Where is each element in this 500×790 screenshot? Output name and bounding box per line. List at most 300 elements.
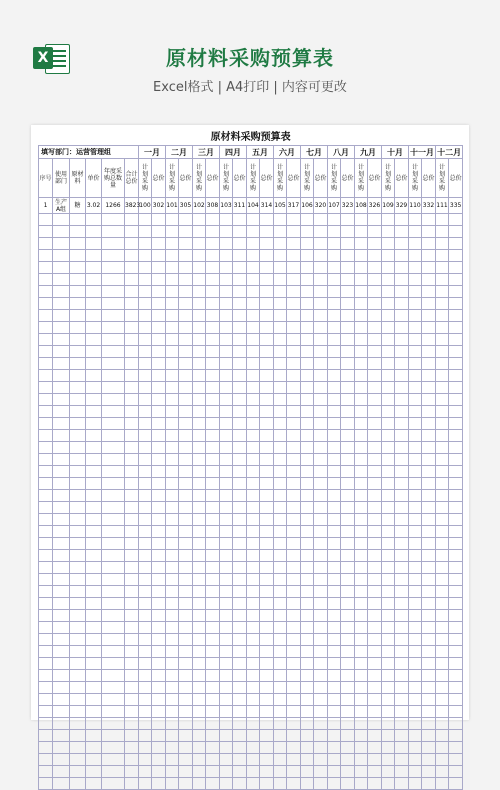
empty-cell[interactable]: [436, 358, 449, 370]
empty-cell[interactable]: [328, 538, 341, 550]
empty-cell[interactable]: [220, 322, 233, 334]
empty-cell[interactable]: [53, 658, 70, 670]
empty-cell[interactable]: [193, 490, 206, 502]
empty-cell[interactable]: [355, 406, 368, 418]
empty-cell[interactable]: [395, 706, 409, 718]
empty-cell[interactable]: [287, 286, 301, 298]
empty-cell[interactable]: [395, 502, 409, 514]
empty-cell[interactable]: [139, 730, 152, 742]
empty-cell[interactable]: [314, 334, 328, 346]
empty-cell[interactable]: [449, 478, 463, 490]
table-cell[interactable]: 108: [355, 198, 368, 214]
empty-cell[interactable]: [395, 634, 409, 646]
empty-cell[interactable]: [166, 598, 179, 610]
empty-cell[interactable]: [247, 730, 260, 742]
empty-cell[interactable]: [220, 550, 233, 562]
empty-cell[interactable]: [233, 550, 247, 562]
empty-cell[interactable]: [274, 538, 287, 550]
empty-cell[interactable]: [206, 238, 220, 250]
empty-cell[interactable]: [220, 250, 233, 262]
empty-cell[interactable]: [449, 322, 463, 334]
empty-cell[interactable]: [409, 694, 422, 706]
empty-cell[interactable]: [247, 514, 260, 526]
empty-cell[interactable]: [247, 658, 260, 670]
empty-cell[interactable]: [179, 430, 193, 442]
empty-cell[interactable]: [220, 646, 233, 658]
empty-cell[interactable]: [166, 214, 179, 226]
empty-cell[interactable]: [39, 226, 53, 238]
empty-cell[interactable]: [341, 718, 355, 730]
empty-cell[interactable]: [139, 214, 152, 226]
empty-cell[interactable]: [193, 610, 206, 622]
table-cell[interactable]: 生产A组: [53, 198, 70, 214]
empty-cell[interactable]: [152, 298, 166, 310]
empty-cell[interactable]: [395, 262, 409, 274]
empty-cell[interactable]: [260, 706, 274, 718]
empty-cell[interactable]: [206, 778, 220, 790]
empty-cell[interactable]: [287, 682, 301, 694]
empty-cell[interactable]: [39, 730, 53, 742]
empty-cell[interactable]: [409, 502, 422, 514]
empty-cell[interactable]: [193, 778, 206, 790]
empty-cell[interactable]: [139, 310, 152, 322]
empty-cell[interactable]: [179, 754, 193, 766]
empty-cell[interactable]: [166, 346, 179, 358]
empty-cell[interactable]: [355, 742, 368, 754]
empty-cell[interactable]: [179, 346, 193, 358]
empty-cell[interactable]: [341, 550, 355, 562]
empty-cell[interactable]: [139, 658, 152, 670]
empty-cell[interactable]: [260, 502, 274, 514]
empty-cell[interactable]: [287, 694, 301, 706]
empty-cell[interactable]: [287, 646, 301, 658]
empty-cell[interactable]: [260, 346, 274, 358]
empty-cell[interactable]: [368, 286, 382, 298]
empty-cell[interactable]: [382, 502, 395, 514]
empty-cell[interactable]: [86, 214, 102, 226]
empty-cell[interactable]: [247, 418, 260, 430]
empty-cell[interactable]: [301, 334, 314, 346]
empty-cell[interactable]: [53, 682, 70, 694]
empty-cell[interactable]: [247, 634, 260, 646]
empty-cell[interactable]: [287, 418, 301, 430]
empty-cell[interactable]: [179, 418, 193, 430]
empty-cell[interactable]: [436, 394, 449, 406]
empty-cell[interactable]: [355, 754, 368, 766]
empty-cell[interactable]: [53, 670, 70, 682]
empty-cell[interactable]: [125, 298, 139, 310]
table-cell[interactable]: 1266: [102, 198, 125, 214]
empty-cell[interactable]: [395, 310, 409, 322]
empty-cell[interactable]: [179, 610, 193, 622]
empty-cell[interactable]: [152, 562, 166, 574]
empty-cell[interactable]: [449, 706, 463, 718]
empty-cell[interactable]: [355, 586, 368, 598]
empty-cell[interactable]: [409, 274, 422, 286]
empty-cell[interactable]: [247, 250, 260, 262]
empty-cell[interactable]: [368, 262, 382, 274]
empty-cell[interactable]: [355, 442, 368, 454]
empty-cell[interactable]: [179, 454, 193, 466]
empty-cell[interactable]: [102, 394, 125, 406]
empty-cell[interactable]: [166, 670, 179, 682]
empty-cell[interactable]: [382, 286, 395, 298]
empty-cell[interactable]: [409, 250, 422, 262]
empty-cell[interactable]: [314, 682, 328, 694]
empty-cell[interactable]: [395, 322, 409, 334]
empty-cell[interactable]: [206, 658, 220, 670]
empty-cell[interactable]: [139, 358, 152, 370]
empty-cell[interactable]: [166, 466, 179, 478]
empty-cell[interactable]: [247, 778, 260, 790]
empty-cell[interactable]: [409, 778, 422, 790]
empty-cell[interactable]: [220, 478, 233, 490]
empty-cell[interactable]: [395, 670, 409, 682]
empty-cell[interactable]: [86, 502, 102, 514]
empty-cell[interactable]: [152, 406, 166, 418]
empty-cell[interactable]: [102, 214, 125, 226]
empty-cell[interactable]: [422, 286, 436, 298]
empty-cell[interactable]: [436, 370, 449, 382]
empty-cell[interactable]: [220, 382, 233, 394]
empty-cell[interactable]: [382, 586, 395, 598]
empty-cell[interactable]: [436, 262, 449, 274]
empty-cell[interactable]: [193, 274, 206, 286]
empty-cell[interactable]: [166, 250, 179, 262]
empty-cell[interactable]: [382, 322, 395, 334]
empty-cell[interactable]: [449, 250, 463, 262]
empty-cell[interactable]: [233, 490, 247, 502]
empty-cell[interactable]: [139, 610, 152, 622]
empty-cell[interactable]: [39, 550, 53, 562]
empty-cell[interactable]: [247, 502, 260, 514]
empty-cell[interactable]: [102, 442, 125, 454]
empty-cell[interactable]: [341, 586, 355, 598]
empty-cell[interactable]: [341, 274, 355, 286]
empty-cell[interactable]: [449, 526, 463, 538]
empty-cell[interactable]: [328, 730, 341, 742]
empty-cell[interactable]: [274, 394, 287, 406]
empty-cell[interactable]: [314, 406, 328, 418]
empty-cell[interactable]: [355, 286, 368, 298]
empty-cell[interactable]: [125, 238, 139, 250]
empty-cell[interactable]: [287, 550, 301, 562]
empty-cell[interactable]: [328, 706, 341, 718]
empty-cell[interactable]: [125, 670, 139, 682]
empty-cell[interactable]: [436, 334, 449, 346]
empty-cell[interactable]: [274, 514, 287, 526]
empty-cell[interactable]: [39, 418, 53, 430]
empty-cell[interactable]: [86, 478, 102, 490]
empty-cell[interactable]: [102, 574, 125, 586]
table-cell[interactable]: 100: [139, 198, 152, 214]
empty-cell[interactable]: [260, 634, 274, 646]
empty-cell[interactable]: [368, 430, 382, 442]
empty-cell[interactable]: [341, 778, 355, 790]
empty-cell[interactable]: [274, 550, 287, 562]
empty-cell[interactable]: [39, 442, 53, 454]
empty-cell[interactable]: [166, 730, 179, 742]
empty-cell[interactable]: [53, 634, 70, 646]
empty-cell[interactable]: [328, 418, 341, 430]
empty-cell[interactable]: [206, 502, 220, 514]
empty-cell[interactable]: [193, 670, 206, 682]
empty-cell[interactable]: [341, 346, 355, 358]
empty-cell[interactable]: [166, 622, 179, 634]
empty-cell[interactable]: [422, 550, 436, 562]
empty-cell[interactable]: [39, 322, 53, 334]
empty-cell[interactable]: [166, 430, 179, 442]
empty-cell[interactable]: [382, 370, 395, 382]
empty-cell[interactable]: [86, 766, 102, 778]
empty-cell[interactable]: [274, 658, 287, 670]
empty-cell[interactable]: [53, 718, 70, 730]
table-cell[interactable]: 308: [206, 198, 220, 214]
empty-cell[interactable]: [368, 706, 382, 718]
empty-cell[interactable]: [449, 610, 463, 622]
empty-cell[interactable]: [70, 274, 86, 286]
empty-cell[interactable]: [39, 334, 53, 346]
empty-cell[interactable]: [449, 574, 463, 586]
empty-cell[interactable]: [314, 514, 328, 526]
empty-cell[interactable]: [409, 742, 422, 754]
empty-cell[interactable]: [355, 298, 368, 310]
empty-cell[interactable]: [382, 622, 395, 634]
empty-cell[interactable]: [314, 562, 328, 574]
empty-cell[interactable]: [368, 538, 382, 550]
empty-cell[interactable]: [166, 634, 179, 646]
empty-cell[interactable]: [301, 226, 314, 238]
empty-cell[interactable]: [220, 286, 233, 298]
empty-cell[interactable]: [328, 346, 341, 358]
empty-cell[interactable]: [139, 634, 152, 646]
empty-cell[interactable]: [341, 538, 355, 550]
empty-cell[interactable]: [220, 586, 233, 598]
empty-cell[interactable]: [301, 514, 314, 526]
empty-cell[interactable]: [301, 574, 314, 586]
empty-cell[interactable]: [193, 250, 206, 262]
empty-cell[interactable]: [220, 418, 233, 430]
empty-cell[interactable]: [382, 538, 395, 550]
empty-cell[interactable]: [86, 658, 102, 670]
empty-cell[interactable]: [206, 754, 220, 766]
empty-cell[interactable]: [395, 754, 409, 766]
empty-cell[interactable]: [125, 418, 139, 430]
empty-cell[interactable]: [125, 622, 139, 634]
empty-cell[interactable]: [39, 694, 53, 706]
empty-cell[interactable]: [436, 730, 449, 742]
empty-cell[interactable]: [193, 394, 206, 406]
table-cell[interactable]: 105: [274, 198, 287, 214]
empty-cell[interactable]: [287, 394, 301, 406]
empty-cell[interactable]: [70, 730, 86, 742]
empty-cell[interactable]: [220, 718, 233, 730]
empty-cell[interactable]: [341, 454, 355, 466]
empty-cell[interactable]: [125, 610, 139, 622]
empty-cell[interactable]: [355, 670, 368, 682]
empty-cell[interactable]: [70, 394, 86, 406]
empty-cell[interactable]: [220, 262, 233, 274]
empty-cell[interactable]: [368, 718, 382, 730]
empty-cell[interactable]: [86, 394, 102, 406]
empty-cell[interactable]: [39, 406, 53, 418]
empty-cell[interactable]: [166, 310, 179, 322]
empty-cell[interactable]: [395, 742, 409, 754]
empty-cell[interactable]: [166, 454, 179, 466]
empty-cell[interactable]: [382, 778, 395, 790]
empty-cell[interactable]: [86, 250, 102, 262]
empty-cell[interactable]: [328, 550, 341, 562]
empty-cell[interactable]: [53, 478, 70, 490]
empty-cell[interactable]: [355, 250, 368, 262]
empty-cell[interactable]: [382, 658, 395, 670]
empty-cell[interactable]: [247, 370, 260, 382]
empty-cell[interactable]: [355, 514, 368, 526]
empty-cell[interactable]: [125, 466, 139, 478]
empty-cell[interactable]: [53, 334, 70, 346]
empty-cell[interactable]: [449, 718, 463, 730]
empty-cell[interactable]: [70, 754, 86, 766]
empty-cell[interactable]: [220, 538, 233, 550]
empty-cell[interactable]: [86, 694, 102, 706]
empty-cell[interactable]: [86, 538, 102, 550]
empty-cell[interactable]: [409, 598, 422, 610]
empty-cell[interactable]: [409, 226, 422, 238]
empty-cell[interactable]: [220, 394, 233, 406]
empty-cell[interactable]: [287, 262, 301, 274]
empty-cell[interactable]: [125, 226, 139, 238]
empty-cell[interactable]: [53, 322, 70, 334]
empty-cell[interactable]: [247, 238, 260, 250]
empty-cell[interactable]: [247, 610, 260, 622]
empty-cell[interactable]: [193, 346, 206, 358]
empty-cell[interactable]: [70, 766, 86, 778]
empty-cell[interactable]: [206, 262, 220, 274]
empty-cell[interactable]: [395, 238, 409, 250]
empty-cell[interactable]: [341, 766, 355, 778]
empty-cell[interactable]: [220, 490, 233, 502]
empty-cell[interactable]: [206, 550, 220, 562]
empty-cell[interactable]: [355, 694, 368, 706]
empty-cell[interactable]: [220, 562, 233, 574]
empty-cell[interactable]: [206, 334, 220, 346]
empty-cell[interactable]: [449, 730, 463, 742]
empty-cell[interactable]: [314, 526, 328, 538]
empty-cell[interactable]: [53, 646, 70, 658]
empty-cell[interactable]: [86, 370, 102, 382]
empty-cell[interactable]: [233, 646, 247, 658]
empty-cell[interactable]: [395, 682, 409, 694]
empty-cell[interactable]: [355, 478, 368, 490]
empty-cell[interactable]: [125, 766, 139, 778]
empty-cell[interactable]: [314, 574, 328, 586]
empty-cell[interactable]: [301, 466, 314, 478]
empty-cell[interactable]: [328, 610, 341, 622]
empty-cell[interactable]: [260, 262, 274, 274]
empty-cell[interactable]: [341, 226, 355, 238]
empty-cell[interactable]: [70, 634, 86, 646]
empty-cell[interactable]: [125, 586, 139, 598]
empty-cell[interactable]: [206, 226, 220, 238]
empty-cell[interactable]: [368, 334, 382, 346]
empty-cell[interactable]: [70, 526, 86, 538]
empty-cell[interactable]: [436, 562, 449, 574]
empty-cell[interactable]: [436, 586, 449, 598]
empty-cell[interactable]: [179, 502, 193, 514]
empty-cell[interactable]: [449, 538, 463, 550]
empty-cell[interactable]: [233, 466, 247, 478]
empty-cell[interactable]: [152, 658, 166, 670]
empty-cell[interactable]: [125, 370, 139, 382]
empty-cell[interactable]: [102, 514, 125, 526]
empty-cell[interactable]: [287, 670, 301, 682]
empty-cell[interactable]: [287, 274, 301, 286]
empty-cell[interactable]: [301, 646, 314, 658]
empty-cell[interactable]: [179, 442, 193, 454]
empty-cell[interactable]: [206, 214, 220, 226]
empty-cell[interactable]: [395, 418, 409, 430]
empty-cell[interactable]: [166, 382, 179, 394]
empty-cell[interactable]: [220, 238, 233, 250]
empty-cell[interactable]: [422, 574, 436, 586]
empty-cell[interactable]: [409, 370, 422, 382]
empty-cell[interactable]: [328, 334, 341, 346]
empty-cell[interactable]: [449, 586, 463, 598]
empty-cell[interactable]: [39, 310, 53, 322]
empty-cell[interactable]: [355, 550, 368, 562]
empty-cell[interactable]: [409, 646, 422, 658]
empty-cell[interactable]: [260, 310, 274, 322]
empty-cell[interactable]: [152, 238, 166, 250]
empty-cell[interactable]: [436, 478, 449, 490]
empty-cell[interactable]: [314, 346, 328, 358]
empty-cell[interactable]: [220, 778, 233, 790]
empty-cell[interactable]: [139, 514, 152, 526]
empty-cell[interactable]: [409, 622, 422, 634]
empty-cell[interactable]: [355, 346, 368, 358]
empty-cell[interactable]: [139, 526, 152, 538]
empty-cell[interactable]: [301, 394, 314, 406]
empty-cell[interactable]: [53, 382, 70, 394]
empty-cell[interactable]: [102, 454, 125, 466]
empty-cell[interactable]: [220, 526, 233, 538]
empty-cell[interactable]: [341, 370, 355, 382]
empty-cell[interactable]: [102, 250, 125, 262]
empty-cell[interactable]: [70, 670, 86, 682]
empty-cell[interactable]: [382, 514, 395, 526]
empty-cell[interactable]: [247, 562, 260, 574]
empty-cell[interactable]: [125, 430, 139, 442]
empty-cell[interactable]: [260, 358, 274, 370]
empty-cell[interactable]: [301, 730, 314, 742]
table-cell[interactable]: 103: [220, 198, 233, 214]
empty-cell[interactable]: [152, 622, 166, 634]
empty-cell[interactable]: [368, 310, 382, 322]
empty-cell[interactable]: [152, 610, 166, 622]
empty-cell[interactable]: [247, 346, 260, 358]
empty-cell[interactable]: [125, 286, 139, 298]
empty-cell[interactable]: [53, 466, 70, 478]
empty-cell[interactable]: [260, 466, 274, 478]
empty-cell[interactable]: [287, 574, 301, 586]
empty-cell[interactable]: [368, 634, 382, 646]
empty-cell[interactable]: [422, 430, 436, 442]
empty-cell[interactable]: [39, 766, 53, 778]
empty-cell[interactable]: [179, 394, 193, 406]
empty-cell[interactable]: [39, 622, 53, 634]
empty-cell[interactable]: [341, 646, 355, 658]
empty-cell[interactable]: [39, 454, 53, 466]
